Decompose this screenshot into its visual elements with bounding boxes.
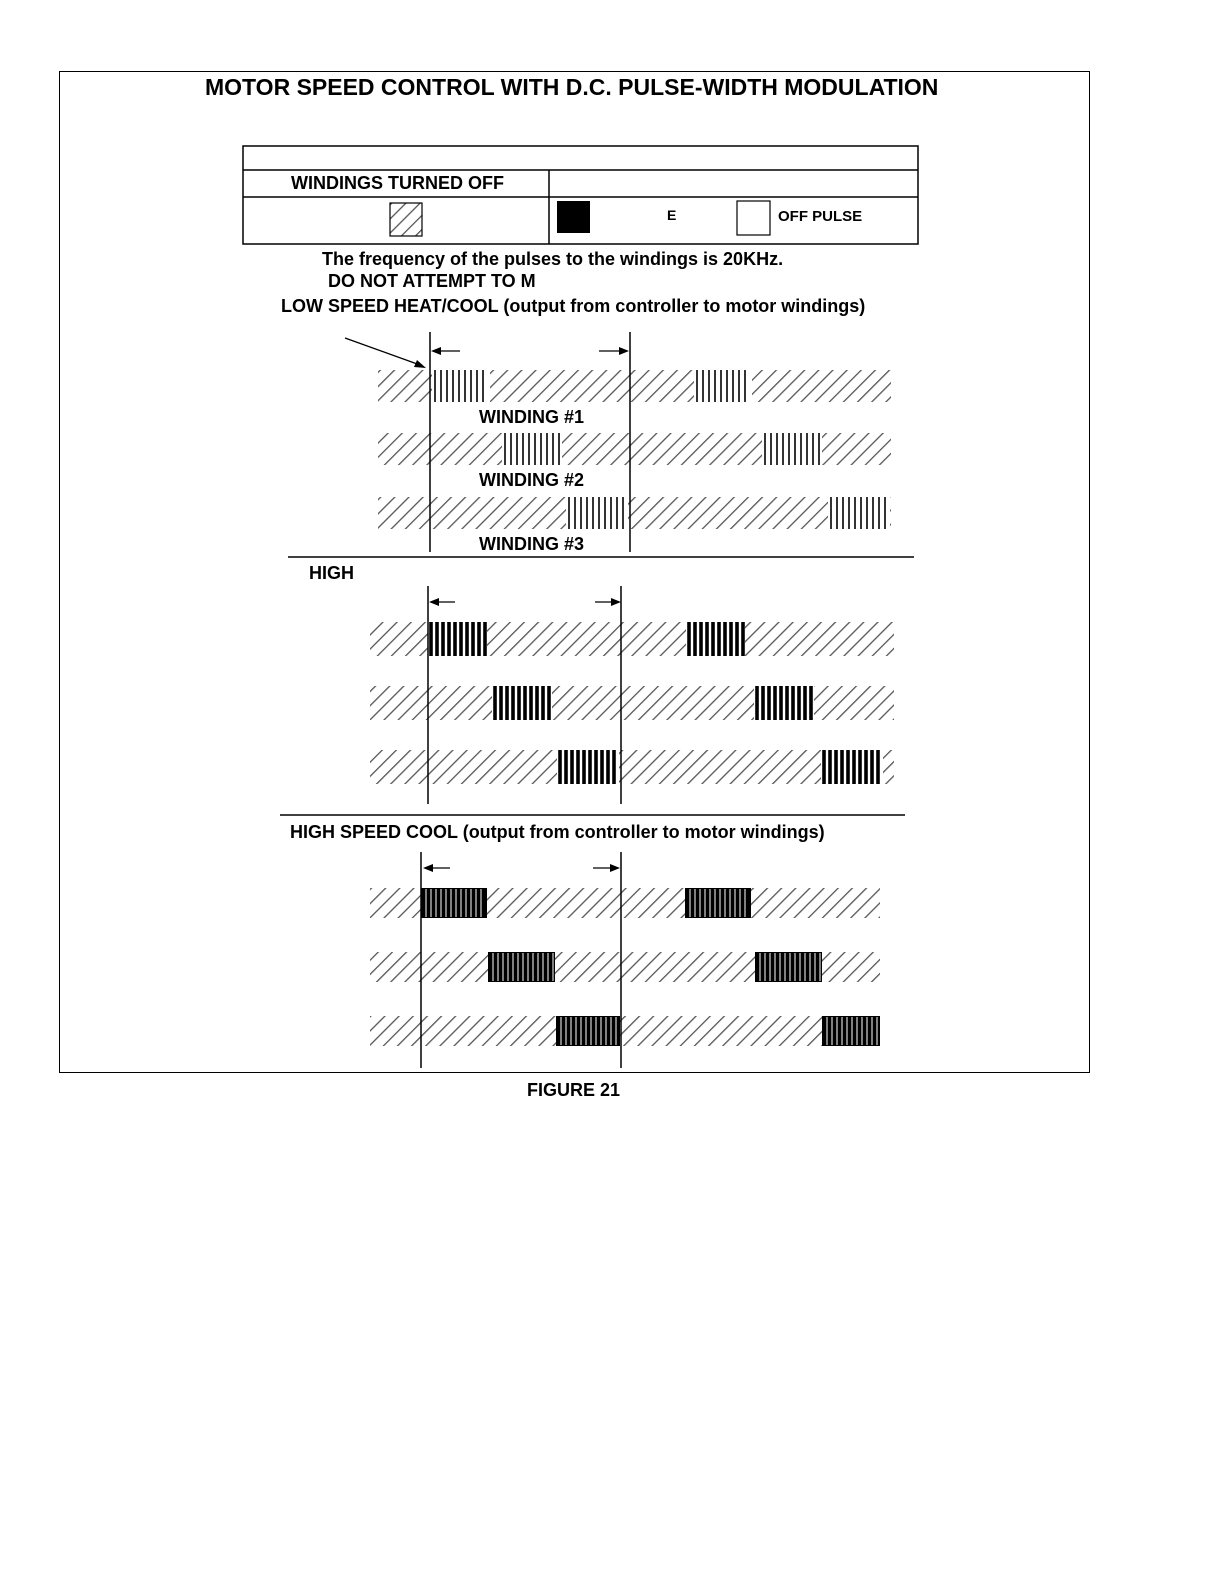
legend-off-header: WINDINGS TURNED OFF bbox=[291, 173, 504, 193]
section-title-high-speed-cool: HIGH SPEED COOL (output from controller to motor windings) bbox=[290, 822, 825, 842]
legend-on-label: E bbox=[667, 207, 677, 223]
winding-off-band bbox=[370, 750, 894, 784]
section-title-low-speed: LOW SPEED HEAT/COOL (output from controller to motor windings) bbox=[281, 296, 866, 316]
section-title-high: HIGH bbox=[309, 563, 354, 583]
page-title: MOTOR SPEED CONTROL WITH D.C. PULSE-WIDTH MODULATION bbox=[205, 74, 939, 100]
winding-off-band bbox=[370, 1016, 880, 1046]
winding-label-2: WINDING #2 bbox=[479, 470, 585, 490]
pulse-burst-fill bbox=[822, 1016, 880, 1046]
period-arrows-high-cool bbox=[423, 864, 620, 872]
winding-label-1: WINDING #1 bbox=[479, 407, 585, 427]
period-arrows-low bbox=[345, 338, 629, 368]
figure-caption: FIGURE 21 bbox=[527, 1080, 621, 1100]
legend-off-swatch bbox=[390, 203, 422, 236]
legend-table bbox=[243, 146, 918, 244]
legend-off-pulse-label: OFF PULSE bbox=[778, 208, 863, 225]
winding-off-band bbox=[370, 686, 894, 720]
winding-waveforms bbox=[370, 332, 894, 1068]
frequency-note: The frequency of the pulses to the windings is 20KHz. bbox=[322, 249, 784, 269]
legend-on-swatch bbox=[557, 201, 590, 233]
winding-label-3: WINDING #3 bbox=[479, 534, 585, 554]
period-arrows-high bbox=[429, 598, 621, 606]
legend-off-pulse-swatch bbox=[737, 201, 770, 235]
winding-off-band bbox=[378, 497, 891, 529]
warning-note: DO NOT ATTEMPT TO M bbox=[328, 271, 536, 291]
